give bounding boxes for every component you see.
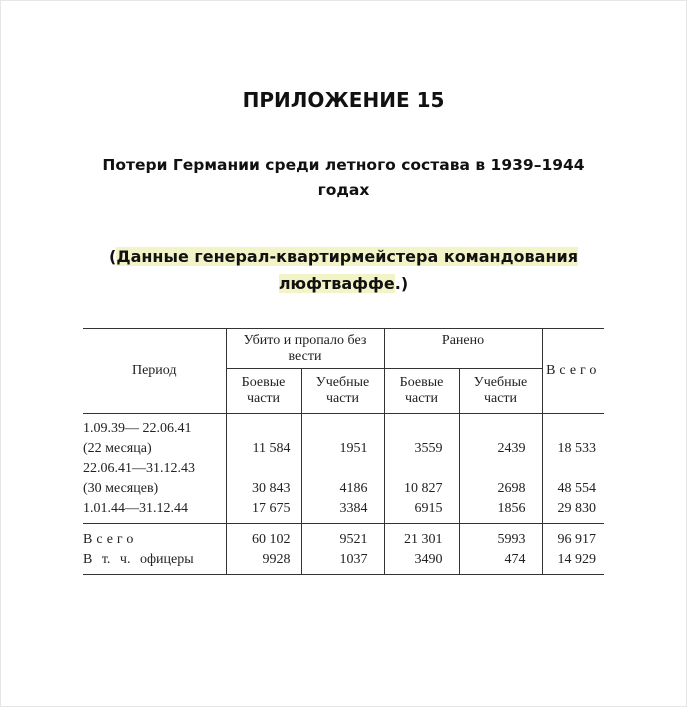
- header-killed-missing: Убито и пропало без вести: [226, 329, 384, 369]
- source-highlight-1: Данные генерал-квартирмейстера командования: [116, 247, 578, 266]
- source-close: .): [394, 274, 409, 293]
- table-row: 1.09.39— 22.06.41: [83, 419, 604, 439]
- table-row: (30 месяцев) 30 843 4186 10 827 2698 48 554: [83, 479, 604, 499]
- table-row-total: Всего 60 102 9521 21 301 5993 96 917: [83, 523, 604, 550]
- table-row: 1.01.44—31.12.44 17 675 3384 6915 1856 29 830: [83, 499, 604, 524]
- table-row-officers: В т. ч. офицеры 9928 1037 3490 474 14 929: [83, 550, 604, 575]
- total-rows: [83, 523, 604, 574]
- table-row: (22 месяца) 11 584 1951 3559 2439 18 533: [83, 439, 604, 459]
- period-rows: [83, 414, 604, 524]
- header-wounded: Ранено: [384, 329, 542, 369]
- header-wounded-combat: Боевые части: [384, 369, 459, 414]
- source-open-paren: (: [109, 247, 117, 266]
- table-caption: Потери Германии среди летного состава в 1939–1944 годах: [102, 156, 585, 199]
- source-highlight-2: люфтваффе: [278, 274, 395, 293]
- header-wounded-training: Учебные части: [459, 369, 542, 414]
- header-total: Всего: [542, 329, 604, 414]
- table-row: 22.06.41—31.12.43: [83, 459, 604, 479]
- source-note: [90, 243, 597, 297]
- header-killed-combat: Боевые части: [226, 369, 301, 414]
- page-title: ПРИЛОЖЕНИЕ 15: [242, 88, 445, 112]
- header-period: Период: [83, 329, 226, 414]
- losses-table: [83, 328, 604, 575]
- header-killed-training: Учебные части: [301, 369, 384, 414]
